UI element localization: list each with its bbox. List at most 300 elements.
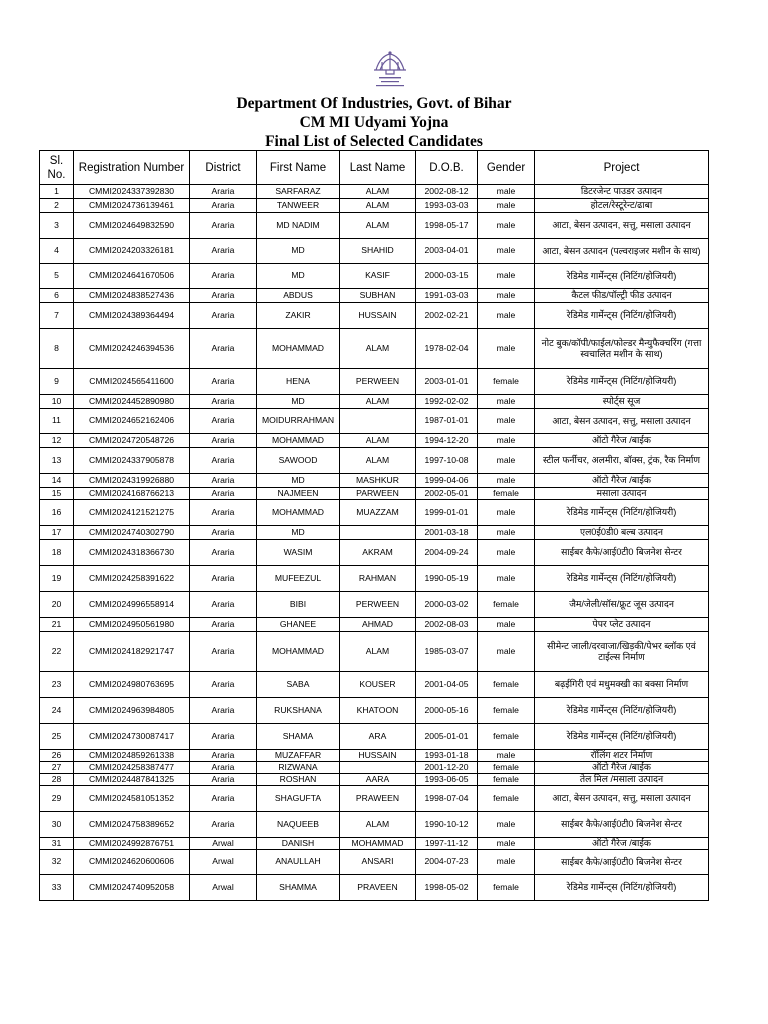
cell-dob: 1999-04-06 [416, 474, 478, 488]
cell-project: साईबर कैफे/आई0टी0 बिजनेश सेन्टर [535, 812, 709, 838]
cell-district: Araria [190, 762, 257, 774]
cell-last-name: ALAM [340, 395, 416, 409]
cell-gender: female [478, 488, 535, 500]
cell-project: कैटल फीड/पॉल्ट्री फीड उत्पादन [535, 289, 709, 303]
table-row [40, 213, 709, 239]
table-row [40, 566, 709, 592]
cell-project: आटा, बेसन उत्पादन, सत्तु, मसाला उत्पादन [535, 786, 709, 812]
cell-project: मसाला उत्पादन [535, 488, 709, 500]
cell-district: Araria [190, 618, 257, 632]
table-row [40, 488, 709, 500]
cell-dob: 2002-02-21 [416, 303, 478, 329]
cell-dob: 2003-01-01 [416, 369, 478, 395]
cell-project: रेडिमेड गार्मेन्ट्स (निटिंग/होजियरी) [535, 303, 709, 329]
cell-district: Araria [190, 199, 257, 213]
cell-gender: male [478, 289, 535, 303]
cell-district: Araria [190, 448, 257, 474]
cell-last-name: ALAM [340, 185, 416, 199]
table-row [40, 762, 709, 774]
cell-registration-number: CMMI2024337905878 [74, 448, 190, 474]
cell-dob: 2001-03-18 [416, 526, 478, 540]
cell-dob: 2004-07-23 [416, 850, 478, 875]
cell-last-name: AHMAD [340, 618, 416, 632]
cell-sl-no: 9 [40, 369, 74, 395]
cell-gender: male [478, 632, 535, 672]
cell-first-name: SARFARAZ [257, 185, 340, 199]
cell-last-name: ALAM [340, 812, 416, 838]
cell-gender: male [478, 812, 535, 838]
cell-registration-number: CMMI2024337392830 [74, 185, 190, 199]
cell-dob: 1997-11-12 [416, 838, 478, 850]
cell-sl-no: 2 [40, 199, 74, 213]
table-row [40, 434, 709, 448]
cell-last-name: ANSARI [340, 850, 416, 875]
cell-dob: 1992-02-02 [416, 395, 478, 409]
column-header-first-name: First Name [257, 151, 340, 185]
cell-first-name: MOHAMMAD [257, 329, 340, 369]
cell-sl-no: 17 [40, 526, 74, 540]
cell-gender: female [478, 672, 535, 698]
cell-district: Arwal [190, 838, 257, 850]
cell-project: रेडिमेड गार्मेन्ट्स (निटिंग/होजियरी) [535, 698, 709, 724]
cell-district: Araria [190, 409, 257, 434]
cell-project: जैम/जेली/सॉस/फ्रूट जूस उत्पादन [535, 592, 709, 618]
cell-first-name: MD [257, 526, 340, 540]
cell-gender: female [478, 774, 535, 786]
table-row [40, 500, 709, 526]
column-header-gender: Gender [478, 151, 535, 185]
cell-registration-number: CMMI2024258387477 [74, 762, 190, 774]
cell-district: Araria [190, 264, 257, 289]
cell-last-name: RAHMAN [340, 566, 416, 592]
cell-sl-no: 23 [40, 672, 74, 698]
cell-dob: 1993-03-03 [416, 199, 478, 213]
cell-district: Arwal [190, 875, 257, 901]
table-row [40, 185, 709, 199]
cell-first-name: ZAKIR [257, 303, 340, 329]
cell-district: Araria [190, 185, 257, 199]
cell-gender: male [478, 395, 535, 409]
cell-last-name: ALAM [340, 448, 416, 474]
cell-last-name: PERWEEN [340, 369, 416, 395]
table-row [40, 264, 709, 289]
cell-last-name: HUSSAIN [340, 750, 416, 762]
cell-registration-number: CMMI2024182921747 [74, 632, 190, 672]
table-row [40, 448, 709, 474]
cell-last-name: AKRAM [340, 540, 416, 566]
cell-district: Araria [190, 672, 257, 698]
column-header-dob: D.O.B. [416, 151, 478, 185]
cell-project: सीमेन्ट जाली/दरवाजा/खिड़की/पेभर ब्लॉक एवं टाईल्स निर्माण [535, 632, 709, 672]
cell-gender: male [478, 264, 535, 289]
table-row [40, 698, 709, 724]
cell-registration-number: CMMI2024203326181 [74, 239, 190, 264]
cell-sl-no: 30 [40, 812, 74, 838]
cell-dob: 1993-06-05 [416, 774, 478, 786]
cell-registration-number: CMMI2024730087417 [74, 724, 190, 750]
cell-sl-no: 22 [40, 632, 74, 672]
cell-gender: male [478, 329, 535, 369]
cell-dob: 2000-05-16 [416, 698, 478, 724]
cell-first-name: DANISH [257, 838, 340, 850]
cell-first-name: MOHAMMAD [257, 434, 340, 448]
scheme-heading: CM MI Udyami Yojna [299, 114, 449, 131]
cell-last-name: ALAM [340, 632, 416, 672]
table-row [40, 632, 709, 672]
cell-gender: male [478, 434, 535, 448]
cell-sl-no: 4 [40, 239, 74, 264]
cell-dob: 1994-12-20 [416, 434, 478, 448]
cell-district: Araria [190, 329, 257, 369]
cell-project: डिटरजेन्ट पाउडर उत्पादन [535, 185, 709, 199]
cell-registration-number: CMMI2024319926880 [74, 474, 190, 488]
table-row [40, 850, 709, 875]
cell-project: तेल मिल /मसाला उत्पादन [535, 774, 709, 786]
cell-project: रॉलिंग शटर निर्माण [535, 750, 709, 762]
cell-registration-number: CMMI2024620600606 [74, 850, 190, 875]
cell-sl-no: 6 [40, 289, 74, 303]
table-header-row [40, 151, 709, 185]
cell-project: साईबर कैफे/आई0टी0 बिजनेश सेन्टर [535, 850, 709, 875]
cell-district: Araria [190, 500, 257, 526]
cell-project: ऑटो गैरेज /बाईक [535, 838, 709, 850]
column-header-last-name: Last Name [340, 151, 416, 185]
cell-last-name: ALAM [340, 199, 416, 213]
cell-first-name: ROSHAN [257, 774, 340, 786]
cell-registration-number: CMMI2024246394536 [74, 329, 190, 369]
cell-project: होटल/रेस्टूरेन्ट/ढाबा [535, 199, 709, 213]
cell-registration-number: CMMI2024950561980 [74, 618, 190, 632]
cell-registration-number: CMMI2024736139461 [74, 199, 190, 213]
cell-gender: female [478, 724, 535, 750]
cell-first-name: MD [257, 474, 340, 488]
cell-dob: 2004-09-24 [416, 540, 478, 566]
cell-registration-number: CMMI2024740302790 [74, 526, 190, 540]
cell-project: ऑटो गैरेज /बाईक [535, 474, 709, 488]
list-title: Final List of Selected Candidates [265, 133, 483, 150]
table-row [40, 289, 709, 303]
cell-sl-no: 10 [40, 395, 74, 409]
cell-district: Araria [190, 786, 257, 812]
cell-gender: male [478, 540, 535, 566]
cell-project: रेडिमेड गार्मेन्ट्स (निटिंग/होजियरी) [535, 724, 709, 750]
cell-last-name: HUSSAIN [340, 303, 416, 329]
cell-sl-no: 7 [40, 303, 74, 329]
cell-gender: male [478, 838, 535, 850]
cell-district: Araria [190, 592, 257, 618]
table-body [40, 185, 709, 901]
cell-last-name: SUBHAN [340, 289, 416, 303]
cell-first-name: MD [257, 395, 340, 409]
column-header-project: Project [535, 151, 709, 185]
cell-project: आटा, बेसन उत्पादन, सत्तु, मसाला उत्पादन [535, 409, 709, 434]
cell-project: नोट बुक/कॉपी/फाईल/फोल्डर मैन्युफैक्चरिंग (गत्ता स्वचालित मशीन के साथ) [535, 329, 709, 369]
cell-gender: female [478, 592, 535, 618]
table-row [40, 618, 709, 632]
cell-project: साईबर कैफे/आई0टी0 बिजनेश सेन्टर [535, 540, 709, 566]
cell-gender: male [478, 850, 535, 875]
cell-district: Araria [190, 303, 257, 329]
cell-first-name: WASIM [257, 540, 340, 566]
cell-sl-no: 33 [40, 875, 74, 901]
cell-sl-no: 19 [40, 566, 74, 592]
cell-sl-no: 15 [40, 488, 74, 500]
cell-district: Araria [190, 698, 257, 724]
cell-registration-number: CMMI2024992876751 [74, 838, 190, 850]
cell-registration-number: CMMI2024838527436 [74, 289, 190, 303]
cell-first-name: SHAGUFTA [257, 786, 340, 812]
cell-gender: female [478, 786, 535, 812]
cell-district: Araria [190, 488, 257, 500]
cell-district: Araria [190, 750, 257, 762]
cell-last-name: MASHKUR [340, 474, 416, 488]
cell-dob: 1990-10-12 [416, 812, 478, 838]
cell-first-name: TANWEER [257, 199, 340, 213]
cell-first-name: MD NADIM [257, 213, 340, 239]
cell-sl-no: 26 [40, 750, 74, 762]
cell-first-name: RIZWANA [257, 762, 340, 774]
table-row [40, 526, 709, 540]
cell-registration-number: CMMI2024652162406 [74, 409, 190, 434]
table-row [40, 812, 709, 838]
cell-last-name: MOHAMMAD [340, 838, 416, 850]
table-row [40, 724, 709, 750]
cell-last-name: KOUSER [340, 672, 416, 698]
cell-dob: 1987-01-01 [416, 409, 478, 434]
table-row [40, 592, 709, 618]
cell-last-name: PRAWEEN [340, 786, 416, 812]
table-row [40, 786, 709, 812]
department-heading: Department Of Industries, Govt. of Bihar [236, 95, 512, 112]
cell-gender: female [478, 875, 535, 901]
cell-gender: male [478, 303, 535, 329]
cell-registration-number: CMMI2024487841325 [74, 774, 190, 786]
cell-last-name: PRAVEEN [340, 875, 416, 901]
cell-last-name: MUAZZAM [340, 500, 416, 526]
cell-sl-no: 27 [40, 762, 74, 774]
cell-registration-number: CMMI2024720548726 [74, 434, 190, 448]
cell-dob: 2001-12-20 [416, 762, 478, 774]
cell-district: Araria [190, 289, 257, 303]
cell-project: रेडिमेड गार्मेन्ट्स (निटिंग/होजियरी) [535, 264, 709, 289]
cell-first-name: NAQUEEB [257, 812, 340, 838]
cell-gender: male [478, 526, 535, 540]
cell-gender: female [478, 698, 535, 724]
cell-last-name: AARA [340, 774, 416, 786]
table-row [40, 474, 709, 488]
table-row [40, 395, 709, 409]
cell-gender: female [478, 762, 535, 774]
cell-project: स्पोर्ट्स सूज [535, 395, 709, 409]
table-row [40, 329, 709, 369]
cell-last-name: ALAM [340, 213, 416, 239]
cell-first-name: ANAULLAH [257, 850, 340, 875]
cell-sl-no: 12 [40, 434, 74, 448]
cell-project: स्टील फर्नीचर, अलमीरा, बॉक्स, ट्रंक, रैक निर्माण [535, 448, 709, 474]
column-header-district: District [190, 151, 257, 185]
cell-dob: 1978-02-04 [416, 329, 478, 369]
cell-first-name: MUFEEZUL [257, 566, 340, 592]
cell-sl-no: 14 [40, 474, 74, 488]
cell-project: पेपर प्लेट उत्पादन [535, 618, 709, 632]
cell-project: बढ़ईगिरी एवं मधुमक्खी का बक्सा निर्माण [535, 672, 709, 698]
cell-registration-number: CMMI2024168766213 [74, 488, 190, 500]
cell-gender: male [478, 185, 535, 199]
cell-sl-no: 31 [40, 838, 74, 850]
table-row [40, 672, 709, 698]
cell-district: Araria [190, 812, 257, 838]
cell-first-name: HENA [257, 369, 340, 395]
cell-gender: male [478, 239, 535, 264]
cell-registration-number: CMMI2024581051352 [74, 786, 190, 812]
cell-sl-no: 32 [40, 850, 74, 875]
cell-project: एल0ई0डी0 बल्ब उत्पादन [535, 526, 709, 540]
cell-registration-number: CMMI2024740952058 [74, 875, 190, 901]
column-header-sl-no: Sl. No. [40, 151, 74, 185]
cell-sl-no: 28 [40, 774, 74, 786]
cell-registration-number: CMMI2024565411600 [74, 369, 190, 395]
cell-district: Araria [190, 213, 257, 239]
cell-last-name: ARA [340, 724, 416, 750]
cell-registration-number: CMMI2024980763695 [74, 672, 190, 698]
cell-sl-no: 5 [40, 264, 74, 289]
cell-gender: male [478, 566, 535, 592]
cell-last-name: ALAM [340, 329, 416, 369]
cell-gender: male [478, 750, 535, 762]
cell-registration-number: CMMI2024121521275 [74, 500, 190, 526]
cell-dob: 2001-04-05 [416, 672, 478, 698]
cell-first-name: SHAMMA [257, 875, 340, 901]
cell-sl-no: 1 [40, 185, 74, 199]
table-row [40, 239, 709, 264]
cell-district: Arwal [190, 850, 257, 875]
cell-dob: 2000-03-02 [416, 592, 478, 618]
cell-district: Araria [190, 632, 257, 672]
cell-dob: 1998-05-17 [416, 213, 478, 239]
cell-project: रेडिमेड गार्मेन्ट्स (निटिंग/होजियरी) [535, 875, 709, 901]
cell-gender: male [478, 409, 535, 434]
cell-sl-no: 16 [40, 500, 74, 526]
cell-sl-no: 18 [40, 540, 74, 566]
cell-project: रेडिमेड गार्मेन्ट्स (निटिंग/होजियरी) [535, 500, 709, 526]
cell-dob: 1998-07-04 [416, 786, 478, 812]
cell-registration-number: CMMI2024318366730 [74, 540, 190, 566]
cell-dob: 1990-05-19 [416, 566, 478, 592]
cell-dob: 2000-03-15 [416, 264, 478, 289]
cell-last-name: ALAM [340, 434, 416, 448]
cell-dob: 2005-01-01 [416, 724, 478, 750]
cell-district: Araria [190, 434, 257, 448]
cell-registration-number: CMMI2024641670506 [74, 264, 190, 289]
table-row [40, 774, 709, 786]
cell-sl-no: 11 [40, 409, 74, 434]
cell-first-name: NAJMEEN [257, 488, 340, 500]
table-row [40, 303, 709, 329]
cell-project: आटा, बेसन उत्पादन, सत्तु, मसाला उत्पादन [535, 213, 709, 239]
cell-last-name: PERWEEN [340, 592, 416, 618]
cell-project: ऑटो गैरेज /बाईक [535, 762, 709, 774]
cell-dob: 1999-01-01 [416, 500, 478, 526]
government-emblem-logo [362, 48, 418, 92]
cell-last-name: PARWEEN [340, 488, 416, 500]
cell-gender: female [478, 369, 535, 395]
cell-sl-no: 20 [40, 592, 74, 618]
table-row [40, 369, 709, 395]
cell-project: रेडिमेड गार्मेन्ट्स (निटिंग/होजियरी) [535, 566, 709, 592]
column-header-registration-number: Registration Number [74, 151, 190, 185]
cell-first-name: MOIDURRAHMAN [257, 409, 340, 434]
table-row [40, 875, 709, 901]
cell-sl-no: 29 [40, 786, 74, 812]
cell-district: Araria [190, 395, 257, 409]
cell-dob: 1991-03-03 [416, 289, 478, 303]
cell-gender: male [478, 474, 535, 488]
cell-registration-number: CMMI2024258391622 [74, 566, 190, 592]
cell-sl-no: 8 [40, 329, 74, 369]
cell-sl-no: 24 [40, 698, 74, 724]
cell-district: Araria [190, 526, 257, 540]
cell-registration-number: CMMI2024389364494 [74, 303, 190, 329]
cell-sl-no: 13 [40, 448, 74, 474]
cell-district: Araria [190, 540, 257, 566]
cell-first-name: SHAMA [257, 724, 340, 750]
cell-dob: 2002-05-01 [416, 488, 478, 500]
cell-dob: 2003-04-01 [416, 239, 478, 264]
cell-dob: 1998-05-02 [416, 875, 478, 901]
cell-registration-number: CMMI2024649832590 [74, 213, 190, 239]
cell-dob: 2002-08-12 [416, 185, 478, 199]
cell-gender: male [478, 448, 535, 474]
cell-dob: 2002-08-03 [416, 618, 478, 632]
selected-candidates-table [39, 150, 709, 901]
cell-district: Araria [190, 724, 257, 750]
cell-project: आटा, बेसन उत्पादन (पल्वराइजर मशीन के साथ) [535, 239, 709, 264]
cell-project: रेडिमेड गार्मेन्ट्स (निटिंग/होजियरी) [535, 369, 709, 395]
cell-registration-number: CMMI2024452890980 [74, 395, 190, 409]
cell-registration-number: CMMI2024859261338 [74, 750, 190, 762]
cell-first-name: MOHAMMAD [257, 632, 340, 672]
table-row [40, 838, 709, 850]
cell-sl-no: 3 [40, 213, 74, 239]
cell-gender: male [478, 199, 535, 213]
cell-first-name: MUZAFFAR [257, 750, 340, 762]
table-row [40, 750, 709, 762]
cell-gender: male [478, 213, 535, 239]
cell-first-name: MOHAMMAD [257, 500, 340, 526]
table-row [40, 540, 709, 566]
cell-registration-number: CMMI2024758389652 [74, 812, 190, 838]
table-row [40, 409, 709, 434]
cell-last-name: SHAHID [340, 239, 416, 264]
cell-registration-number: CMMI2024996558914 [74, 592, 190, 618]
cell-last-name: KASIF [340, 264, 416, 289]
cell-first-name: ABDUS [257, 289, 340, 303]
cell-first-name: MD [257, 264, 340, 289]
cell-sl-no: 21 [40, 618, 74, 632]
cell-first-name: BIBI [257, 592, 340, 618]
table-row [40, 199, 709, 213]
cell-first-name: GHANEE [257, 618, 340, 632]
cell-last-name [340, 409, 416, 434]
cell-dob: 1985-03-07 [416, 632, 478, 672]
cell-gender: male [478, 500, 535, 526]
cell-first-name: SABA [257, 672, 340, 698]
cell-first-name: RUKSHANA [257, 698, 340, 724]
cell-last-name [340, 526, 416, 540]
cell-district: Araria [190, 239, 257, 264]
cell-first-name: SAWOOD [257, 448, 340, 474]
cell-project: ऑटो गैरेज /बाईक [535, 434, 709, 448]
